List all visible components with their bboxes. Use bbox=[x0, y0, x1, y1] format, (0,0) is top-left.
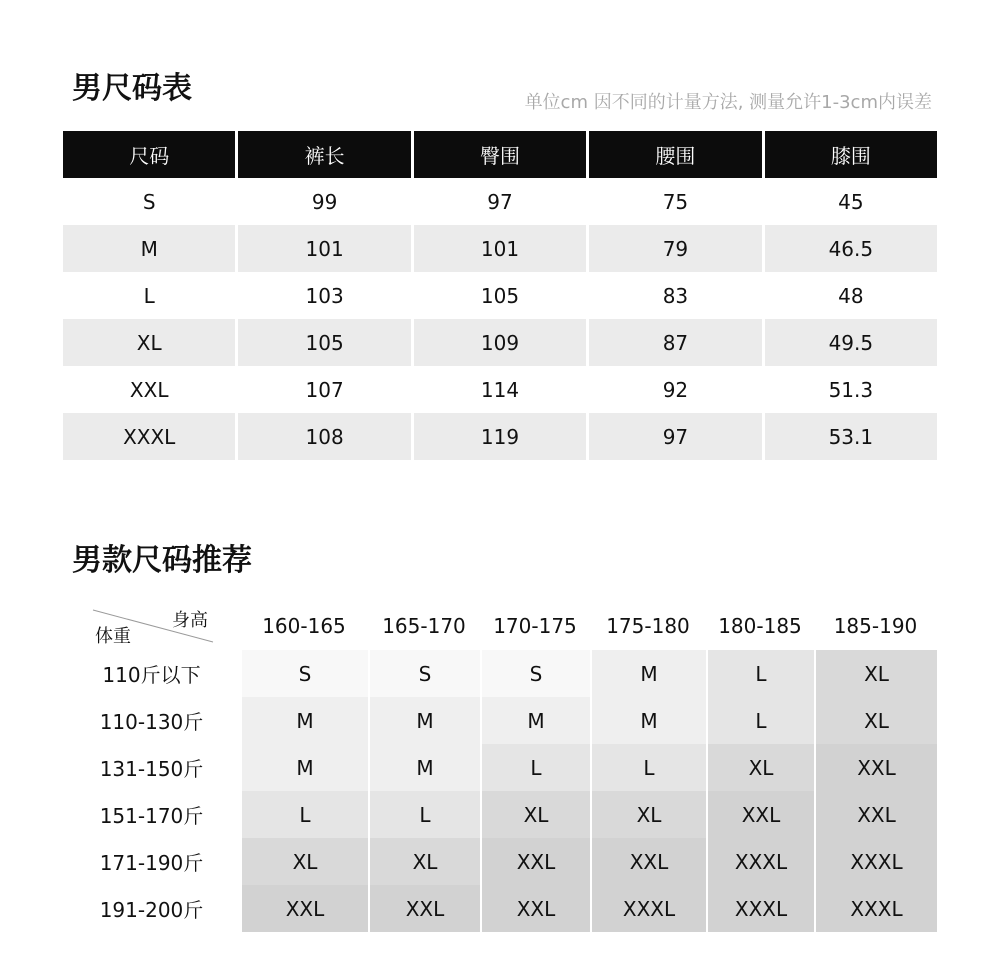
size-cell: XXXL bbox=[814, 885, 937, 932]
size-cell: L bbox=[590, 744, 706, 791]
table-cell: 51.3 bbox=[765, 366, 937, 413]
table-cell: XXL bbox=[63, 366, 235, 413]
table-cell: 99 bbox=[238, 178, 410, 225]
recommendation-title: 男款尺码推荐 bbox=[72, 543, 252, 578]
height-range-header: 180-185 bbox=[706, 602, 814, 650]
height-range-header: 185-190 bbox=[814, 602, 937, 650]
size-cell: XXXL bbox=[590, 885, 706, 932]
size-cell: L bbox=[706, 697, 814, 744]
table-row bbox=[63, 319, 937, 366]
table-row bbox=[63, 225, 937, 272]
table-cell: 49.5 bbox=[765, 319, 937, 366]
table-cell: M bbox=[63, 225, 235, 272]
size-cell: M bbox=[240, 744, 368, 791]
table-row bbox=[63, 650, 937, 697]
size-cell: L bbox=[368, 791, 480, 838]
table-cell: 53.1 bbox=[765, 413, 937, 460]
table-cell: 119 bbox=[414, 413, 586, 460]
weight-range-label: 110-130斤 bbox=[63, 697, 240, 744]
size-cell: XXL bbox=[368, 885, 480, 932]
size-cell: XXL bbox=[480, 885, 590, 932]
size-cell: XXXL bbox=[814, 838, 937, 885]
table-cell: 109 bbox=[414, 319, 586, 366]
weight-range-label: 110斤以下 bbox=[63, 650, 240, 697]
table-row bbox=[63, 697, 937, 744]
table-row bbox=[63, 178, 937, 225]
size-cell: XL bbox=[814, 697, 937, 744]
size-cell: XL bbox=[706, 744, 814, 791]
corner-header-cell bbox=[63, 602, 240, 650]
size-cell: S bbox=[368, 650, 480, 697]
header-waist: 腰围 bbox=[589, 131, 761, 178]
table-cell: L bbox=[63, 272, 235, 319]
header-size: 尺码 bbox=[63, 131, 235, 178]
table-cell: 87 bbox=[589, 319, 761, 366]
table-cell: S bbox=[63, 178, 235, 225]
size-chart-table bbox=[63, 131, 937, 460]
table-cell: 114 bbox=[414, 366, 586, 413]
table-row bbox=[63, 272, 937, 319]
table-cell: 107 bbox=[238, 366, 410, 413]
table-row bbox=[63, 838, 937, 885]
table-header-row bbox=[63, 602, 937, 650]
table-row bbox=[63, 413, 937, 460]
height-range-header: 175-180 bbox=[590, 602, 706, 650]
size-cell: L bbox=[706, 650, 814, 697]
weight-range-label: 171-190斤 bbox=[63, 838, 240, 885]
table-cell: 105 bbox=[414, 272, 586, 319]
size-cell: XL bbox=[240, 838, 368, 885]
table-row bbox=[63, 885, 937, 932]
size-recommendation-table bbox=[63, 602, 937, 932]
height-axis-label: 身高 bbox=[172, 610, 208, 631]
table-header-row bbox=[63, 131, 937, 178]
table-cell: 101 bbox=[414, 225, 586, 272]
table-cell: 45 bbox=[765, 178, 937, 225]
size-cell: XL bbox=[590, 791, 706, 838]
table-cell: 79 bbox=[589, 225, 761, 272]
table-cell: XL bbox=[63, 319, 235, 366]
table-cell: 83 bbox=[589, 272, 761, 319]
size-cell: S bbox=[240, 650, 368, 697]
weight-range-label: 131-150斤 bbox=[63, 744, 240, 791]
size-cell: XL bbox=[814, 650, 937, 697]
table-cell: 108 bbox=[238, 413, 410, 460]
weight-range-label: 191-200斤 bbox=[63, 885, 240, 932]
size-cell: XXXL bbox=[706, 885, 814, 932]
table-cell: 48 bbox=[765, 272, 937, 319]
size-cell: M bbox=[590, 697, 706, 744]
table-cell: 101 bbox=[238, 225, 410, 272]
size-cell: XXXL bbox=[706, 838, 814, 885]
size-chart-title: 男尺码表 bbox=[72, 71, 192, 106]
size-cell: XL bbox=[368, 838, 480, 885]
diagonal-divider bbox=[63, 602, 240, 650]
size-cell: XXL bbox=[240, 885, 368, 932]
header-pants-length: 裤长 bbox=[238, 131, 410, 178]
height-range-header: 160-165 bbox=[240, 602, 368, 650]
size-cell: S bbox=[480, 650, 590, 697]
table-cell: XXXL bbox=[63, 413, 235, 460]
size-cell: M bbox=[590, 650, 706, 697]
size-cell: XL bbox=[480, 791, 590, 838]
table-cell: 92 bbox=[589, 366, 761, 413]
table-cell: 75 bbox=[589, 178, 761, 225]
table-cell: 97 bbox=[414, 178, 586, 225]
size-cell: M bbox=[480, 697, 590, 744]
size-cell: L bbox=[240, 791, 368, 838]
size-cell: XXL bbox=[706, 791, 814, 838]
size-cell: L bbox=[480, 744, 590, 791]
table-cell: 97 bbox=[589, 413, 761, 460]
table-cell: 103 bbox=[238, 272, 410, 319]
weight-range-label: 151-170斤 bbox=[63, 791, 240, 838]
size-cell: M bbox=[240, 697, 368, 744]
size-cell: XXL bbox=[814, 744, 937, 791]
size-cell: XXL bbox=[814, 791, 937, 838]
size-cell: M bbox=[368, 697, 480, 744]
table-cell: 105 bbox=[238, 319, 410, 366]
table-row bbox=[63, 791, 937, 838]
table-row bbox=[63, 366, 937, 413]
size-cell: M bbox=[368, 744, 480, 791]
header-knee: 膝围 bbox=[765, 131, 937, 178]
table-row bbox=[63, 744, 937, 791]
size-cell: XXL bbox=[480, 838, 590, 885]
measurement-note: 单位cm 因不同的计量方法, 测量允许1-3cm内误差 bbox=[524, 92, 932, 113]
size-cell: XXL bbox=[590, 838, 706, 885]
table-cell: 46.5 bbox=[765, 225, 937, 272]
height-range-header: 170-175 bbox=[480, 602, 590, 650]
height-range-header: 165-170 bbox=[368, 602, 480, 650]
header-hip: 臀围 bbox=[414, 131, 586, 178]
weight-axis-label: 体重 bbox=[95, 626, 131, 647]
